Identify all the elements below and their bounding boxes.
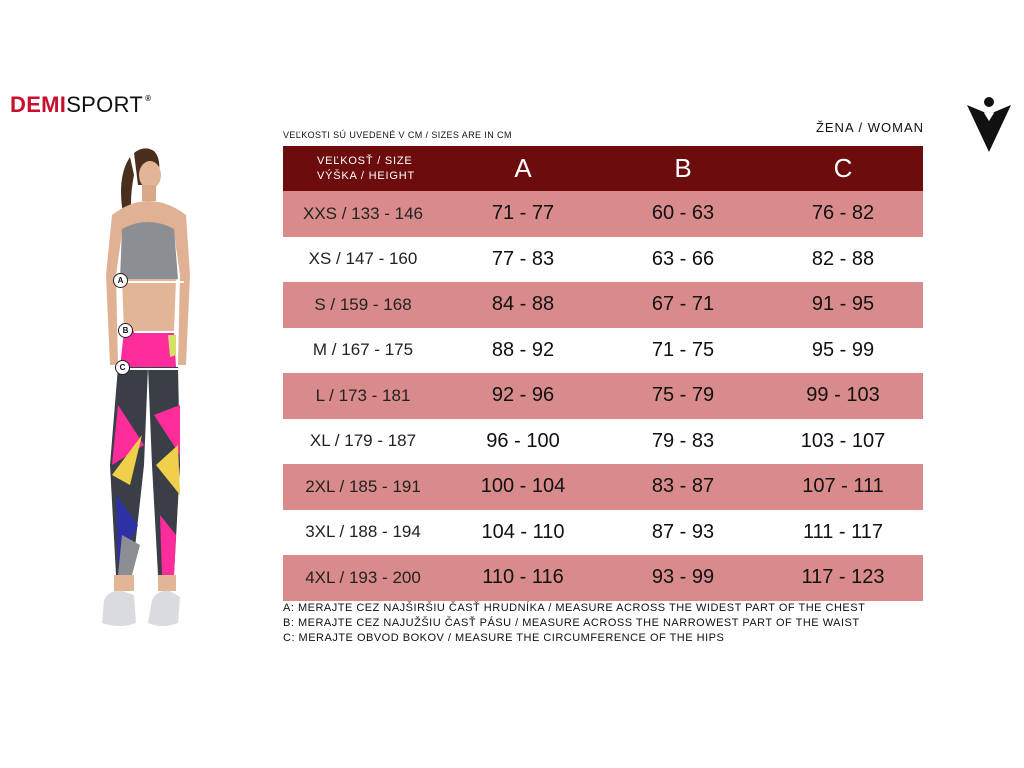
brand-part2: SPORT [66,92,144,117]
note-a: A: MERAJTE CEZ NAJŠIRŠIU ČASŤ HRUDNÍKA / MEASURE ACROSS THE WIDEST PART OF THE CHEST [283,602,866,614]
column-b-header: B [674,153,692,183]
model-figure-svg [82,145,212,640]
table-row [283,328,923,374]
measurement-notes [283,601,865,646]
column-a-header: A [514,153,532,183]
macron-hero-icon [964,95,1014,153]
table-row [283,282,923,328]
value-c-cell: 91 - 95 [811,293,875,316]
size-cell: XXS / 133 - 146 [302,203,424,223]
table-row [283,237,923,283]
demisport-logo [10,92,151,118]
value-a-cell: 100 - 104 [480,475,566,498]
table-row [283,510,923,556]
value-c-cell: 76 - 82 [811,202,875,225]
value-c-cell: 95 - 99 [811,338,875,361]
value-a-cell: 77 - 83 [491,247,555,270]
size-cell: XL / 179 - 187 [309,431,417,451]
value-b-cell: 93 - 99 [651,566,715,589]
value-c-cell: 103 - 107 [800,429,886,452]
measure-line-b [134,331,176,333]
value-a-cell: 84 - 88 [491,293,555,316]
value-a-cell: 71 - 77 [491,202,555,225]
size-cell: XS / 147 - 160 [308,249,418,269]
value-a-cell: 110 - 116 [482,566,564,589]
table-row [283,373,923,419]
size-cell: 4XL / 193 - 200 [305,567,421,587]
value-a-cell: 96 - 100 [486,429,560,452]
value-b-cell: 79 - 83 [651,429,715,452]
brand-part1: DEMI [10,92,67,117]
table-header-row [283,146,923,191]
value-a-cell: 104 - 110 [481,520,565,543]
value-b-cell: 60 - 63 [651,202,715,225]
size-cell: 2XL / 185 - 191 [305,476,421,496]
measure-line-a [128,281,184,283]
value-a-cell: 88 - 92 [491,338,555,361]
value-a-cell: 92 - 96 [491,384,555,407]
value-b-cell: 71 - 75 [651,338,715,361]
value-c-cell: 82 - 88 [811,247,875,270]
value-c-cell: 99 - 103 [806,384,880,407]
note-b: B: MERAJTE CEZ NAJUŽŠIU ČASŤ PÁSU / MEASURE ACROSS THE NARROWEST PART OF THE WAIST [283,617,860,629]
size-chart-table [283,146,923,601]
gender-label: ŽENA / WOMAN [815,120,924,135]
table-row [283,419,923,465]
value-b-cell: 83 - 87 [651,475,715,498]
woman-model-illustration [82,145,212,640]
value-b-cell: 67 - 71 [651,293,715,316]
size-cell: S / 159 - 168 [314,294,412,314]
value-c-cell: 107 - 111 [802,475,884,498]
table-row [283,191,923,237]
size-cell: M / 167 - 175 [312,340,414,360]
value-b-cell: 75 - 79 [651,384,715,407]
note-c: C: MERAJTE OBVOD BOKOV / MEASURE THE CIRCUMFERENCE OF THE HIPS [283,632,725,644]
units-note: VEĽKOSTI SÚ UVEDENÉ V CM / SIZES ARE IN CM [283,130,512,140]
value-c-cell: 111 - 117 [802,520,884,543]
marker-b: B [118,323,133,338]
value-b-cell: 63 - 66 [651,247,715,270]
header-label-size: VEĽKOSŤ / SIZE [317,154,413,167]
value-c-cell: 117 - 123 [801,566,885,589]
marker-a: A [113,273,128,288]
marker-c: C [115,360,130,375]
header-label-height: VÝŠKA / HEIGHT [317,169,416,182]
table-row [283,555,923,601]
header-label [283,146,443,191]
size-cell: 3XL / 188 - 194 [305,522,421,542]
table-row [283,464,923,510]
column-c-header: C [833,153,853,183]
value-b-cell: 87 - 93 [651,520,715,543]
measure-line-c [130,368,180,370]
size-cell: L / 173 - 181 [315,385,411,405]
brand-reg-mark: ® [145,94,152,103]
